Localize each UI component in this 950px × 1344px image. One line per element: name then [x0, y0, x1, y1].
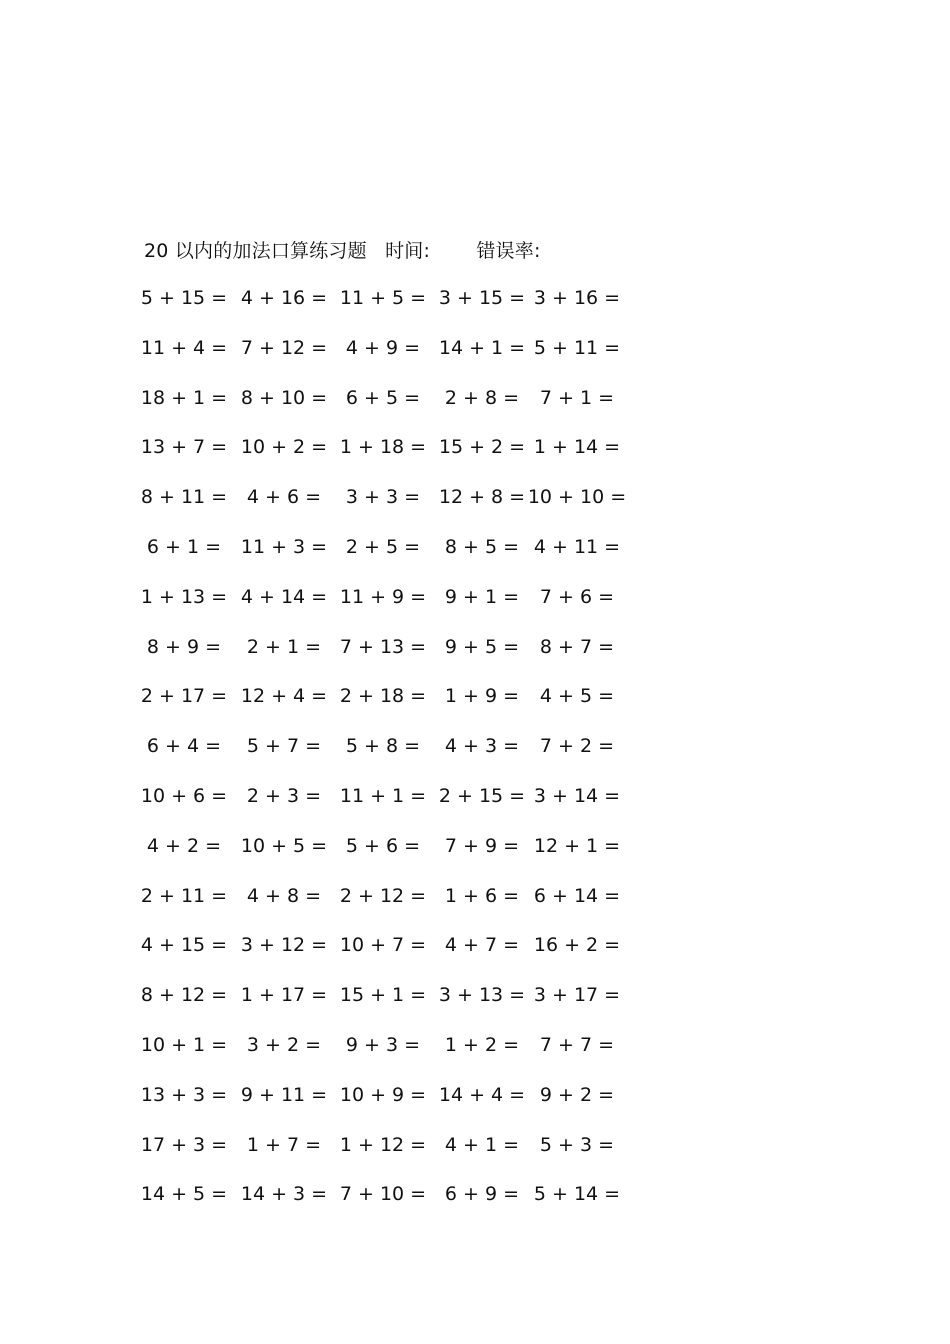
problem-r5-c2: 4 + 6 = — [246, 486, 322, 509]
problem-r11-c2: 2 + 3 = — [246, 785, 322, 807]
problem-r19-c2: 14 + 3 = — [240, 1183, 328, 1206]
problem-r10-c1: 6 + 4 = — [146, 735, 222, 758]
problem-r14-c3: 10 + 7 = — [339, 934, 427, 957]
problem-r14-c4: 4 + 7 = — [444, 934, 520, 957]
problem-r15-c3: 15 + 1 = — [339, 984, 427, 1007]
problem-r13-c5: 6 + 14 = — [533, 884, 621, 907]
problem-r3-c3: 6 + 5 = — [345, 386, 421, 409]
problem-r14-c5: 16 + 2 = — [533, 934, 621, 957]
problem-r4-c1: 13 + 7 = — [140, 436, 228, 459]
problem-r1-c3: 11 + 5 = — [339, 287, 427, 309]
problem-r3-c4: 2 + 8 = — [444, 386, 520, 409]
problem-r18-c2: 1 + 7 = — [246, 1133, 322, 1156]
problem-r19-c5: 5 + 14 = — [533, 1183, 621, 1206]
problem-r1-c4: 3 + 15 = — [438, 287, 526, 309]
worksheet-heading: 20 以内的加法口算练习题 — [144, 240, 367, 262]
problem-r12-c2: 10 + 5 = — [240, 834, 328, 857]
problem-r12-c3: 5 + 6 = — [345, 834, 421, 857]
problem-r13-c2: 4 + 8 = — [246, 884, 322, 907]
problem-r13-c4: 1 + 6 = — [444, 884, 520, 907]
problem-r7-c3: 11 + 9 = — [339, 585, 427, 608]
problem-r17-c1: 13 + 3 = — [140, 1083, 228, 1106]
problem-r9-c4: 1 + 9 = — [444, 685, 520, 708]
problem-r12-c1: 4 + 2 = — [146, 834, 222, 857]
problem-r1-c5: 3 + 16 = — [533, 287, 621, 309]
problem-r16-c1: 10 + 1 = — [140, 1034, 228, 1056]
problem-r4-c4: 15 + 2 = — [438, 436, 526, 459]
problem-r1-c1: 5 + 15 = — [140, 287, 228, 309]
problem-r18-c1: 17 + 3 = — [140, 1133, 228, 1156]
problem-r14-c1: 4 + 15 = — [140, 934, 228, 957]
problem-r14-c2: 3 + 12 = — [240, 934, 328, 957]
problem-r3-c2: 8 + 10 = — [240, 386, 328, 409]
problem-r4-c3: 1 + 18 = — [339, 436, 427, 459]
problem-r5-c4: 12 + 8 = — [438, 486, 526, 509]
problem-r7-c2: 4 + 14 = — [240, 585, 328, 608]
problem-r6-c2: 11 + 3 = — [240, 536, 328, 558]
problem-r19-c1: 14 + 5 = — [140, 1183, 228, 1206]
problem-r4-c5: 1 + 14 = — [533, 436, 621, 459]
problem-r15-c2: 1 + 17 = — [240, 984, 328, 1007]
problem-r19-c4: 6 + 9 = — [444, 1183, 520, 1206]
problem-r6-c1: 6 + 1 = — [146, 536, 222, 558]
problem-r10-c2: 5 + 7 = — [246, 735, 322, 758]
problem-r8-c4: 9 + 5 = — [444, 635, 520, 658]
problem-r12-c4: 7 + 9 = — [444, 834, 520, 857]
problem-r8-c3: 7 + 13 = — [339, 635, 427, 658]
problem-r13-c1: 2 + 11 = — [140, 884, 228, 907]
time-label: 时间: — [385, 240, 431, 262]
problem-r18-c3: 1 + 12 = — [339, 1133, 427, 1156]
problem-r2-c5: 5 + 11 = — [533, 336, 621, 359]
problem-r18-c4: 4 + 1 = — [444, 1133, 520, 1156]
problem-r10-c3: 5 + 8 = — [345, 735, 421, 758]
problem-r2-c2: 7 + 12 = — [240, 336, 328, 359]
problem-r15-c5: 3 + 17 = — [533, 984, 621, 1007]
problem-r15-c1: 8 + 12 = — [140, 984, 228, 1007]
problem-r11-c5: 3 + 14 = — [533, 785, 621, 807]
problem-r16-c3: 9 + 3 = — [345, 1034, 421, 1056]
problem-r8-c5: 8 + 7 = — [539, 635, 615, 658]
problem-r6-c4: 8 + 5 = — [444, 536, 520, 558]
problem-r8-c1: 8 + 9 = — [146, 635, 222, 658]
problem-r3-c1: 18 + 1 = — [140, 386, 228, 409]
problem-r4-c2: 10 + 2 = — [240, 436, 328, 459]
problem-r13-c3: 2 + 12 = — [339, 884, 427, 907]
problem-r7-c5: 7 + 6 = — [539, 585, 615, 608]
problem-r17-c2: 9 + 11 = — [240, 1083, 328, 1106]
problem-r9-c2: 12 + 4 = — [240, 685, 328, 708]
problem-r2-c3: 4 + 9 = — [345, 336, 421, 359]
problem-r10-c5: 7 + 2 = — [539, 735, 615, 758]
problem-r11-c4: 2 + 15 = — [438, 785, 526, 807]
problem-r16-c2: 3 + 2 = — [246, 1034, 322, 1056]
problem-r6-c5: 4 + 11 = — [533, 536, 621, 558]
worksheet-title — [144, 236, 541, 263]
problem-r9-c3: 2 + 18 = — [339, 685, 427, 708]
problem-r5-c1: 8 + 11 = — [140, 486, 228, 509]
problem-r5-c5: 10 + 10 = — [527, 486, 627, 509]
problem-r15-c4: 3 + 13 = — [438, 984, 526, 1007]
problem-r11-c1: 10 + 6 = — [140, 785, 228, 807]
problem-r17-c3: 10 + 9 = — [339, 1083, 427, 1106]
problem-r2-c1: 11 + 4 = — [140, 336, 228, 359]
problem-r8-c2: 2 + 1 = — [246, 635, 322, 658]
problem-r2-c4: 14 + 1 = — [438, 336, 526, 359]
problem-r9-c5: 4 + 5 = — [539, 685, 615, 708]
problem-r7-c4: 9 + 1 = — [444, 585, 520, 608]
problem-r5-c3: 3 + 3 = — [345, 486, 421, 509]
problem-r7-c1: 1 + 13 = — [140, 585, 228, 608]
problem-r6-c3: 2 + 5 = — [345, 536, 421, 558]
problem-r1-c2: 4 + 16 = — [240, 287, 328, 309]
problem-r19-c3: 7 + 10 = — [339, 1183, 427, 1206]
problem-r17-c4: 14 + 4 = — [438, 1083, 526, 1106]
problem-r12-c5: 12 + 1 = — [533, 834, 621, 857]
problem-r9-c1: 2 + 17 = — [140, 685, 228, 708]
problem-r17-c5: 9 + 2 = — [539, 1083, 615, 1106]
problem-r10-c4: 4 + 3 = — [444, 735, 520, 758]
error-rate-label: 错误率: — [476, 240, 541, 262]
problem-r3-c5: 7 + 1 = — [539, 386, 615, 409]
problem-r11-c3: 11 + 1 = — [339, 785, 427, 807]
problem-r18-c5: 5 + 3 = — [539, 1133, 615, 1156]
problem-r16-c4: 1 + 2 = — [444, 1034, 520, 1056]
problem-r16-c5: 7 + 7 = — [539, 1034, 615, 1056]
